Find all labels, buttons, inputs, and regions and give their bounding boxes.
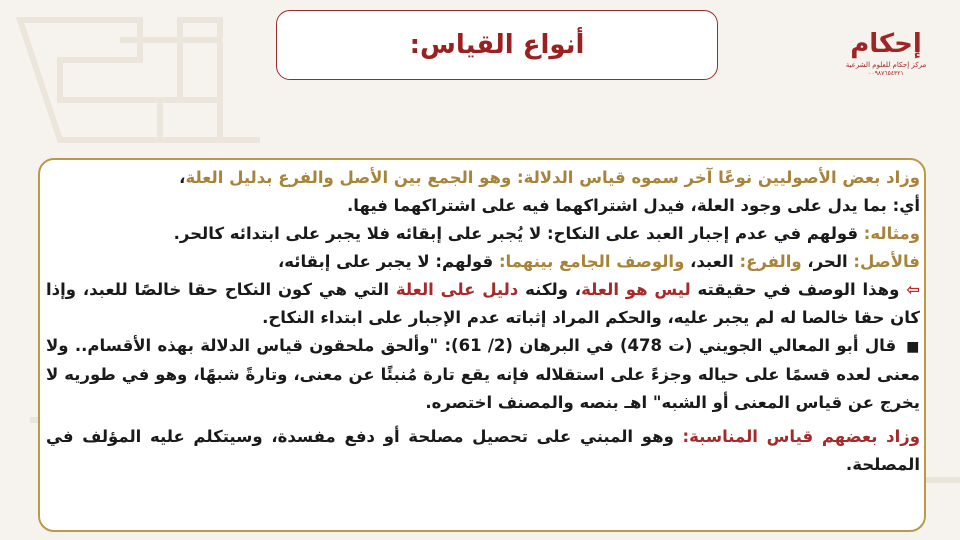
p1-comma: ،: [179, 168, 186, 187]
paragraph-2: [46, 192, 920, 220]
p7-lead: وزاد بعضهم قياس المناسبة:: [673, 427, 920, 446]
paragraph-1: [46, 164, 920, 192]
paragraph-5: [46, 276, 920, 332]
p5-highlight-2: دليل على العلة: [395, 280, 519, 299]
content-body: [46, 164, 920, 532]
paragraph-3: [46, 220, 920, 248]
p4-far-label: والفرع:: [733, 252, 802, 271]
p3-text: قولهم في عدم إجبار العبد على النكاح: لا يُجبر على إبقائه فلا يجبر على ابتدائه كالحر.: [173, 224, 859, 243]
p5-text-1: وهذا الوصف في حقيقته: [690, 280, 907, 299]
paragraph-7: [46, 423, 920, 479]
p4-jami-label: والوصف الجامع بينهما:: [493, 252, 685, 271]
p4-jami-value: قولهم: لا يجبر على إبقائه،: [277, 252, 494, 271]
p1-definition: وهو الجمع بين الأصل والفرع بدليل العلة: [185, 168, 512, 187]
p3-label: ومثاله:: [858, 224, 920, 243]
logo-subtitle-2: ٠٠٩٨٧٦٥٤٣٢١: [868, 70, 904, 77]
logo-subtitle: مركز إحكام للعلوم الشرعية: [845, 61, 927, 69]
p6-quote: قال أبو المعالي الجويني (ت 478) في البرهان (2/ 61): "وألحق ملحقون قياس الدلالة بهذه الأقسام.. ولا معنى لعده قسمًا على حياله وجزءً على استقلاله فإنه يقع تارة مُنبئًا عن معنى، وتارةً شبهًا، وهو في طوريه لا يخرج عن قياس المعنى أو الشبه" اهـ بنصه والمصنف اختصره.: [46, 336, 920, 412]
p4-asl-label: فالأصل:: [847, 252, 920, 271]
title-box: [276, 10, 718, 80]
paragraph-4: [46, 248, 920, 276]
arrow-icon: ⇦: [906, 280, 920, 299]
p4-far-value: العبد،: [684, 252, 734, 271]
logo-name: إحكام: [850, 29, 922, 59]
p1-lead: وزاد بعض الأصوليين نوعًا آخر سموه قياس الدلالة:: [511, 168, 920, 187]
p5-highlight-1: ليس هو العلة: [581, 280, 691, 299]
p5-text-2: ، ولكنه: [518, 280, 582, 299]
p4-asl-value: الحر،: [801, 252, 848, 271]
logo: [845, 28, 927, 92]
paragraph-6: [46, 332, 920, 417]
p2-text: أي: بما يدل على وجود العلة، فيدل اشتراكهما فيه على اشتراكهما فيها.: [347, 196, 920, 215]
p5-text-3: التي هي كون النكاح حقا خالصًا للعبد، وإذا كان حقا خالصا له لم يجبر عليه، والحكم المراد إثباته عدم الإجبار على ابتداء النكاح.: [46, 280, 920, 327]
p7-text: وهو المبني على تحصيل مصلحة أو دفع مفسدة، وسيتكلم عليه المؤلف في المصلحة.: [46, 427, 920, 474]
square-bullet-icon: ■: [906, 339, 920, 355]
page-title: أنواع القياس:: [409, 30, 585, 60]
